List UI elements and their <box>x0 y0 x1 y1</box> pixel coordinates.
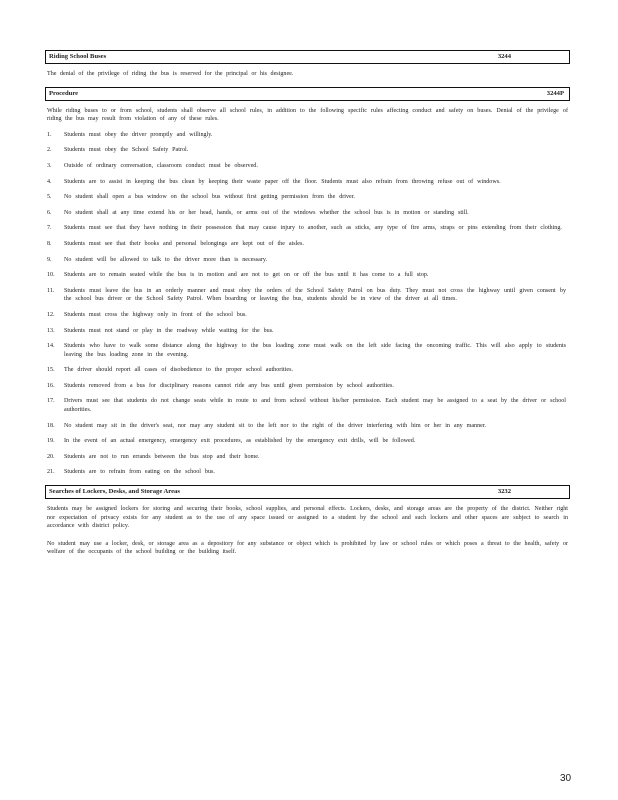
rule-text: Students must obey the School Safety Patrol. <box>64 147 189 154</box>
rule-number: 12. <box>47 311 55 318</box>
rule-item <box>45 468 570 477</box>
rule-number: 13. <box>47 327 55 334</box>
rule-text: Students must see that they have nothing in their possession that may cause injury to another, such as sticks, any type of fire arms, straps or pins extending from their clothing. <box>64 225 562 232</box>
rule-number: 2. <box>47 147 52 154</box>
rule-text: In the event of an actual emergency, emergency exit procedures, as established by the emergency exit drills, will be followed. <box>64 438 416 445</box>
rule-number: 8. <box>47 240 52 247</box>
rule-number: 4. <box>47 178 52 185</box>
section-number: 3232 <box>497 488 511 496</box>
rule-text: Students are to remain seated while the bus is in motion and are not to get on or off the bus until it has come to a full stop. <box>64 272 429 279</box>
rule-item <box>45 193 570 202</box>
procedure-intro: While riding buses to or from school, students shall observe all school rules, in addition to the following specific rules affecting conduct and safety on buses. Denial of the privilege of riding the bus may result from violation of any of these rules. <box>47 107 568 123</box>
rule-item <box>45 224 570 233</box>
section-header-searches <box>45 485 570 499</box>
rule-item <box>45 209 570 218</box>
rule-number: 18. <box>47 422 55 429</box>
rule-item <box>45 240 570 249</box>
rule-number: 9. <box>47 256 52 263</box>
rule-text: Students must leave the bus in an orderly manner and must obey the orders of the School Safety Patrol on bus duty. They must not cross the highway until given consent by the school bus driver or the School Safety Patrol. When boarding or leaving the bus, students should be in view of the driver at all times. <box>64 287 566 303</box>
rule-number: 5. <box>47 194 52 201</box>
rule-item <box>45 146 570 155</box>
section-title: Searches of Lockers, Desks, and Storage Areas <box>49 488 180 496</box>
rule-text: No student may sit in the driver's seat, nor may any student sit to the left nor to the right of the driver interfering with him or her in any manner. <box>64 422 487 429</box>
rule-text: Students must see that their books and personal belongings are kept out of the aisles. <box>64 240 304 247</box>
rule-item <box>45 287 570 304</box>
policy-page <box>45 50 570 557</box>
rule-item <box>45 311 570 320</box>
rule-item <box>45 271 570 280</box>
rule-item <box>45 342 570 359</box>
rule-number: 19. <box>47 438 55 445</box>
rule-item <box>45 422 570 431</box>
section-number: 3244P <box>546 89 564 97</box>
rule-text: Students are not to run errands between the bus stop and their home. <box>64 453 260 460</box>
rule-text: No student will be allowed to talk to the driver more than is necessary. <box>64 256 268 263</box>
rule-text: Students removed from a bus for disciplinary reasons cannot ride any bus until given permission by school authorities. <box>64 382 394 389</box>
rule-number: 7. <box>47 225 52 232</box>
rule-item <box>45 453 570 462</box>
rule-item <box>45 382 570 391</box>
rule-number: 20. <box>47 453 55 460</box>
rule-number: 16. <box>47 382 55 389</box>
rule-item <box>45 131 570 140</box>
section-header-riding-school-buses <box>45 50 570 64</box>
rule-text: The driver should report all cases of disobedience to the proper school authorities. <box>64 367 293 374</box>
searches-paragraph-1: Students may be assigned lockers for storing and securing their books, school supplies, and personal effects. Lockers, desks, and storage areas are the property of the district. Neither right nor expectation of privacy exists for any student as to the use of any space issued or assigned to a student by the school and such lockers and other spaces are subject to search in accordance with district policy. <box>47 506 568 530</box>
page-number: 30 <box>560 773 572 784</box>
rule-number: 15. <box>47 367 55 374</box>
rule-text: Students are to refrain from eating on the school bus. <box>64 469 215 476</box>
rule-text: Students are to assist in keeping the bus clean by keeping their waste paper off the floor. Students must also refrain from throwing refuse out of windows. <box>64 178 501 185</box>
rule-number: 11. <box>47 287 55 294</box>
rule-item <box>45 366 570 375</box>
section-header-procedure <box>45 87 570 101</box>
rule-text: Students who have to walk some distance along the highway to the bus loading zone must walk on the left side facing the oncoming traffic. This will also apply to students leaving the bus loading zone in the evening. <box>64 343 566 358</box>
procedure-rules-list <box>45 131 570 477</box>
searches-paragraph-2: No student may use a locker, desk, or storage area as a depository for any substance or object which is prohibited by law or school rules or which poses a threat to the health, safety or welfare of the occupants of the school building or the building itself. <box>47 540 568 556</box>
section-title: Riding School Buses <box>49 53 107 60</box>
section-title: Procedure <box>49 89 79 97</box>
rule-item <box>45 162 570 171</box>
rule-text: Drivers must see that students do not change seats while in route to and from school without his/her permission. Each student may be assigned to a seat by the driver or school authorities. <box>64 398 566 414</box>
rule-number: 14. <box>47 343 55 350</box>
rule-item <box>45 437 570 446</box>
rule-number: 10. <box>47 272 55 279</box>
rule-text: No student shall open a bus window on the school bus without first getting permission from the driver. <box>64 194 355 201</box>
rule-text: Students must not stand or play in the roadway while waiting for the bus. <box>64 327 274 334</box>
rule-text: Outside of ordinary conversation, classroom conduct must be observed. <box>64 162 258 169</box>
rule-item <box>45 178 570 187</box>
rule-item <box>45 327 570 336</box>
rule-number: 1. <box>47 131 52 138</box>
rule-number: 21. <box>47 469 55 476</box>
rule-text: Students must cross the highway only in front of the school bus. <box>64 311 247 318</box>
rule-item <box>45 256 570 265</box>
rule-item <box>45 397 570 414</box>
rule-number: 3. <box>47 162 52 169</box>
rule-text: No student shall at any time extend his or her head, hands, or arms out of the windows whether the school bus is in motion or standing still. <box>64 209 469 216</box>
rule-number: 6. <box>47 209 52 216</box>
rule-text: Students must obey the driver promptly and willingly. <box>64 131 213 138</box>
rule-number: 17. <box>47 398 55 405</box>
section-number: 3244 <box>497 53 511 60</box>
riding-policy-text: The denial of the privilege of riding the bus is reserved for the principal or his designee. <box>47 71 294 77</box>
